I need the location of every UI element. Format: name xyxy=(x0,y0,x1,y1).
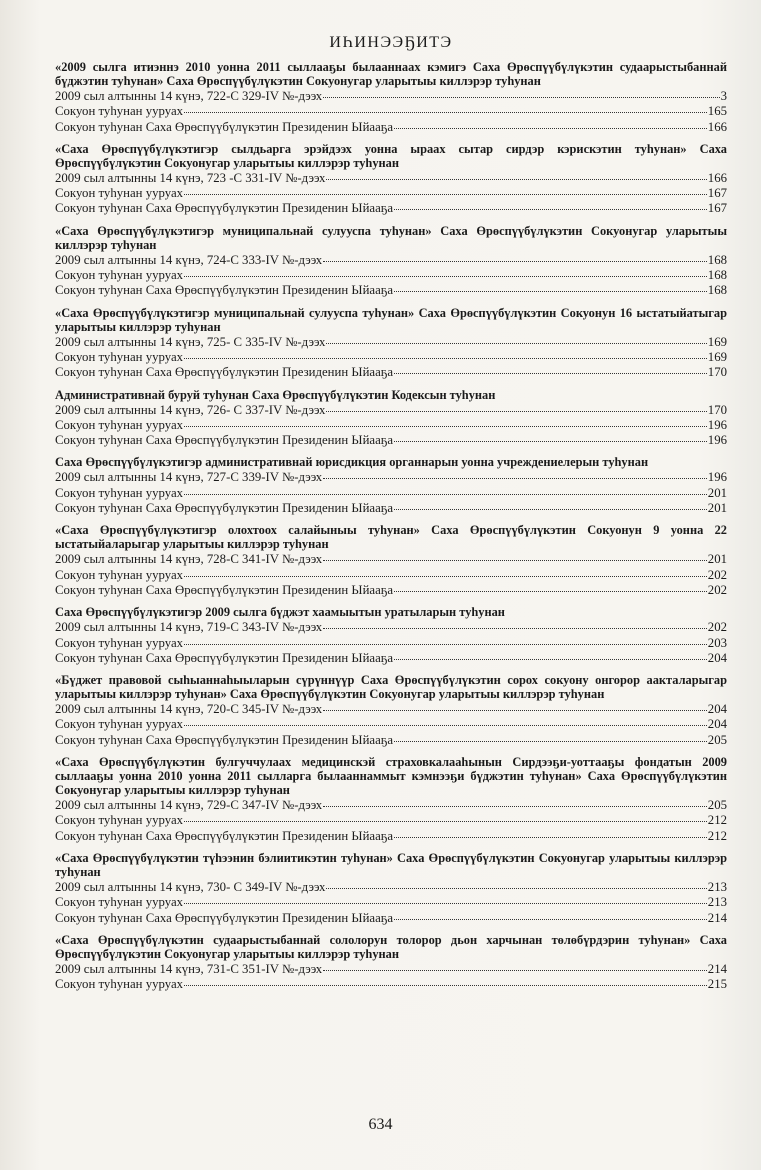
entry-page-number: 204 xyxy=(707,702,727,717)
dot-leader xyxy=(394,431,707,442)
section-heading: «Саха Өрөспүүбүлүкэтигэр муниципальнай сулууспа туһунан» Саха Өрөспүүбүлүкэтин Сокуонугар уларытыы киллэрэр туһунан xyxy=(55,223,727,252)
entry-page-number: 213 xyxy=(707,879,727,894)
entry-page-number: 205 xyxy=(707,798,727,813)
entry-label: Сокуон туһунан Саха Өрөспүүбүлүкэтин Президенин Ыйааҕа xyxy=(55,501,394,516)
entry-page-number: 212 xyxy=(707,813,727,828)
dot-leader xyxy=(323,960,707,971)
section-heading: «Саха Өрөспүүбүлүкэтигэр олохтоох салайыныы туһунан» Саха Өрөспүүбүлүкэтин Сокуонун 9 уонна 22 ыстатыйаларыгар уларытыы киллэрэр туһунан xyxy=(55,523,727,552)
entry-label: Сокуон туһунан Саха Өрөспүүбүлүкэтин Президенин Ыйааҕа xyxy=(55,650,394,665)
entry-page-number: 196 xyxy=(707,417,727,432)
section-heading: «Бүджет правовой сыһыаннаһыыларын сүрүннүүр Саха Өрөспүүбүлүкэтин сорох сокуону онгорор аакталарыгар уларытыы киллэрэр туһунан» Саха Өрөспүүбүлүкэтин Сокуонугар уларытыы киллэрэр туһунан xyxy=(55,673,727,702)
entry-label: Сокуон туһунан ууруах xyxy=(55,977,184,992)
toc-entry xyxy=(55,501,727,516)
entry-label: Сокуон туһунан ууруах xyxy=(55,895,184,910)
dot-leader xyxy=(394,731,707,742)
section-heading: Административнай буруй туһунан Саха Өрөспүүбүлүкэтин Кодексын туһунан xyxy=(55,387,496,402)
dot-leader xyxy=(184,184,707,195)
dot-leader xyxy=(184,416,707,427)
toc-entry xyxy=(55,829,727,844)
entry-label: Сокуон туһунан Саха Өрөспүүбүлүкэтин Президенин Ыйааҕа xyxy=(55,582,394,597)
entry-page-number: 168 xyxy=(707,283,727,298)
toc-entry xyxy=(55,120,727,135)
toc-section xyxy=(55,142,727,217)
entry-label: Сокуон туһунан ууруах xyxy=(55,268,184,283)
entry-page-number: 201 xyxy=(707,552,727,567)
entry-label: 2009 сыл алтынны 14 күнэ, 719-С 343-IV №-дээх xyxy=(55,620,323,635)
toc-section xyxy=(55,224,727,299)
entry-page-number: 170 xyxy=(707,365,727,380)
table-of-contents xyxy=(55,60,727,992)
dot-leader xyxy=(323,796,707,807)
entry-page-number: 166 xyxy=(707,170,727,185)
dot-leader xyxy=(184,811,707,822)
entry-label: Сокуон туһунан ууруах xyxy=(55,813,184,828)
toc-section xyxy=(55,605,727,666)
entry-label: Сокуон туһунан ууруах xyxy=(55,485,184,500)
entry-page-number: 212 xyxy=(707,828,727,843)
dot-leader xyxy=(326,878,706,889)
entry-page-number: 167 xyxy=(707,186,727,201)
entry-page-number: 167 xyxy=(707,201,727,216)
entry-label: Сокуон туһунан Саха Өрөспүүбүлүкэтин Президенин Ыйааҕа xyxy=(55,910,394,925)
toc-section xyxy=(55,673,727,748)
section-heading: Саха Өрөспүүбүлүкэтигэр 2009 сылга бүджэт хаамыытын уратыларын туһунан xyxy=(55,605,505,620)
entry-page-number: 169 xyxy=(707,334,727,349)
section-heading: «Саха Өрөспүүбүлүкэтин судаарыстыбаннай сололорун толорор дьон харчынан төлөбүрдэрин туһунан» Саха Өрөспүүбүлүкэтин Сокуонугар уларытыы киллэрэр туһунан xyxy=(55,932,727,961)
section-heading: «2009 сылга итиэннэ 2010 уонна 2011 сыллааҕы былааннаах кэмигэ Саха Өрөспүүбүлүкэтин судаарыстыбаннай бүджэтин туһунан» Саха Өрөспүүбүлүкэтин Сокуонугар уларытыы киллэрэр туһунан xyxy=(55,60,727,88)
section-heading: Саха Өрөспүүбүлүкэтигэр административнай юрисдикция органнарын уонна учреждениелерын туһунан xyxy=(55,455,649,470)
entry-page-number: 215 xyxy=(707,977,727,992)
dot-leader xyxy=(184,893,707,904)
toc-entry xyxy=(55,911,727,926)
toc-entry xyxy=(55,365,727,380)
toc-section xyxy=(55,306,727,381)
dot-leader xyxy=(394,118,707,129)
entry-label: Сокуон туһунан ууруах xyxy=(55,104,184,119)
entry-label: 2009 сыл алтынны 14 күнэ, 722-С 329-IV №-дээх xyxy=(55,89,323,103)
dot-leader xyxy=(323,550,707,561)
dot-leader xyxy=(323,700,707,711)
entry-label: Сокуон туһунан Саха Өрөспүүбүлүкэтин Президенин Ыйааҕа xyxy=(55,828,394,843)
entry-label: Сокуон туһунан ууруах xyxy=(55,567,184,582)
entry-page-number: 205 xyxy=(707,732,727,747)
entry-page-number: 166 xyxy=(707,119,727,134)
toc-entry xyxy=(55,733,727,748)
entry-page-number: 201 xyxy=(707,501,727,516)
toc-entry xyxy=(55,651,727,666)
entry-page-number: 204 xyxy=(707,650,727,665)
entry-page-number: 202 xyxy=(707,567,727,582)
section-heading: «Саха Өрөспүүбүлүкэтин түһээнин бэлиитикэтин туһунан» Саха Өрөспүүбүлүкэтин Сокуонугар уларытыы киллэрэр туһунан xyxy=(55,850,727,879)
toc-content xyxy=(55,34,727,999)
entry-page-number: 3 xyxy=(720,89,727,103)
entry-label: 2009 сыл алтынны 14 күнэ, 729-С 347-IV №-дээх xyxy=(55,798,323,813)
dot-leader xyxy=(394,281,707,292)
entry-page-number: 203 xyxy=(707,635,727,650)
entry-label: Сокуон туһунан ууруах xyxy=(55,417,184,432)
entry-page-number: 204 xyxy=(707,717,727,732)
dot-leader xyxy=(184,102,707,113)
dot-leader xyxy=(184,484,707,495)
toc-section xyxy=(55,60,727,135)
dot-leader xyxy=(184,348,707,359)
toc-section xyxy=(55,388,727,449)
entry-label: 2009 сыл алтынны 14 күнэ, 728-С 341-IV №-дээх xyxy=(55,552,323,567)
entry-page-number: 196 xyxy=(707,470,727,485)
entry-label: Сокуон туһунан ууруах xyxy=(55,186,184,201)
entry-page-number: 201 xyxy=(707,485,727,500)
toc-section xyxy=(55,523,727,598)
toc-section xyxy=(55,455,727,516)
entry-label: Сокуон туһунан Саха Өрөспүүбүлүкэтин Президенин Ыйааҕа xyxy=(55,433,394,448)
toc-section xyxy=(55,851,727,926)
entry-page-number: 213 xyxy=(707,895,727,910)
toc-entry xyxy=(55,977,727,992)
entry-page-number: 165 xyxy=(707,104,727,119)
dot-leader xyxy=(323,251,707,262)
dot-leader xyxy=(394,827,707,838)
entry-page-number: 196 xyxy=(707,433,727,448)
entry-label: Сокуон туһунан Саха Өрөспүүбүлүкэтин Президенин Ыйааҕа xyxy=(55,201,394,216)
entry-label: 2009 сыл алтынны 14 күнэ, 727-С 339-IV №-дээх xyxy=(55,470,323,485)
toc-entry xyxy=(55,583,727,598)
dot-leader xyxy=(394,649,707,660)
dot-leader xyxy=(326,169,706,180)
section-heading: «Саха Өрөспүүбүлүкэтигэр муниципальнай сулууспа туһунан» Саха Өрөспүүбүлүкэтин Сокуонун 16 ыстатыйатыгар уларытыы киллэрэр туһунан xyxy=(55,305,727,334)
dot-leader xyxy=(326,401,706,412)
entry-label: Сокуон туһунан Саха Өрөспүүбүлүкэтин Президенин Ыйааҕа xyxy=(55,365,394,380)
entry-label: Сокуон туһунан Саха Өрөспүүбүлүкэтин Президенин Ыйааҕа xyxy=(55,119,394,134)
entry-label: Сокуон туһунан Саха Өрөспүүбүлүкэтин Президенин Ыйааҕа xyxy=(55,283,394,298)
entry-page-number: 168 xyxy=(707,268,727,283)
toc-entry xyxy=(55,283,727,298)
entry-label: 2009 сыл алтынны 14 күнэ, 720-С 345-IV №-дээх xyxy=(55,702,323,717)
dot-leader xyxy=(394,499,707,510)
dot-leader xyxy=(394,199,707,210)
entry-label: 2009 сыл алтынны 14 күнэ, 730- С 349-IV №-дээх xyxy=(55,879,326,894)
entry-page-number: 214 xyxy=(707,910,727,925)
dot-leader xyxy=(184,266,707,277)
entry-label: Сокуон туһунан Саха Өрөспүүбүлүкэтин Президенин Ыйааҕа xyxy=(55,732,394,747)
entry-page-number: 170 xyxy=(707,402,727,417)
section-heading: «Саха Өрөспүүбүлүкэтигэр сылдьарга эрэйдээх уонна ыраах сытар сирдэр кэрискэтин туһунан» Саха Өрөспүүбүлүкэтин Сокуонугар уларытыы киллэрэр туһунан xyxy=(55,141,727,170)
entry-label: 2009 сыл алтынны 14 күнэ, 731-С 351-IV №-дээх xyxy=(55,961,323,976)
entry-label: Сокуон туһунан ууруах xyxy=(55,717,184,732)
dot-leader xyxy=(323,87,719,98)
toc-entry xyxy=(55,201,727,216)
dot-leader xyxy=(184,975,707,986)
entry-label: Сокуон туһунан ууруах xyxy=(55,349,184,364)
toc-entry xyxy=(55,433,727,448)
dot-leader xyxy=(326,333,706,344)
entry-label: 2009 сыл алтынны 14 күнэ, 726- С 337-IV №-дээх xyxy=(55,402,326,417)
dot-leader xyxy=(394,363,707,374)
page-number: 634 xyxy=(368,1116,393,1133)
section-heading: «Саха Өрөспүүбүлүкэтин булгуччулаах медицинскэй страховкалааһынын Сирдээҕи-уоттааҕы фондатын 2009 сыллааҕы уонна 2010 уонна 2011 сылларга былааннаммыт кэмнээҕи бүджэтин туһунан» Саха Өрөспүүбүлүкэтин Сокуонугар уларытыы киллэрэр туһунан xyxy=(55,755,727,798)
entry-label: Сокуон туһунан ууруах xyxy=(55,635,184,650)
entry-page-number: 169 xyxy=(707,349,727,364)
toc-section xyxy=(55,933,727,993)
page-title: ИҺИНЭЭҔИТЭ xyxy=(329,34,453,51)
entry-page-number: 214 xyxy=(707,961,727,976)
toc-section xyxy=(55,755,727,844)
dot-leader xyxy=(184,715,707,726)
entry-page-number: 202 xyxy=(707,620,727,635)
dot-leader xyxy=(184,634,707,645)
dot-leader xyxy=(323,468,707,479)
entry-label: 2009 сыл алтынны 14 күнэ, 724-С 333-IV №-дээх xyxy=(55,252,323,267)
dot-leader xyxy=(394,909,707,920)
entry-page-number: 168 xyxy=(707,252,727,267)
entry-label: 2009 сыл алтынны 14 күнэ, 725- С 335-IV №-дээх xyxy=(55,334,326,349)
entry-page-number: 202 xyxy=(707,582,727,597)
dot-leader xyxy=(184,566,707,577)
dot-leader xyxy=(394,581,707,592)
entry-label: 2009 сыл алтынны 14 күнэ, 723 -С 331-IV №-дээх xyxy=(55,170,326,185)
dot-leader xyxy=(323,618,707,629)
